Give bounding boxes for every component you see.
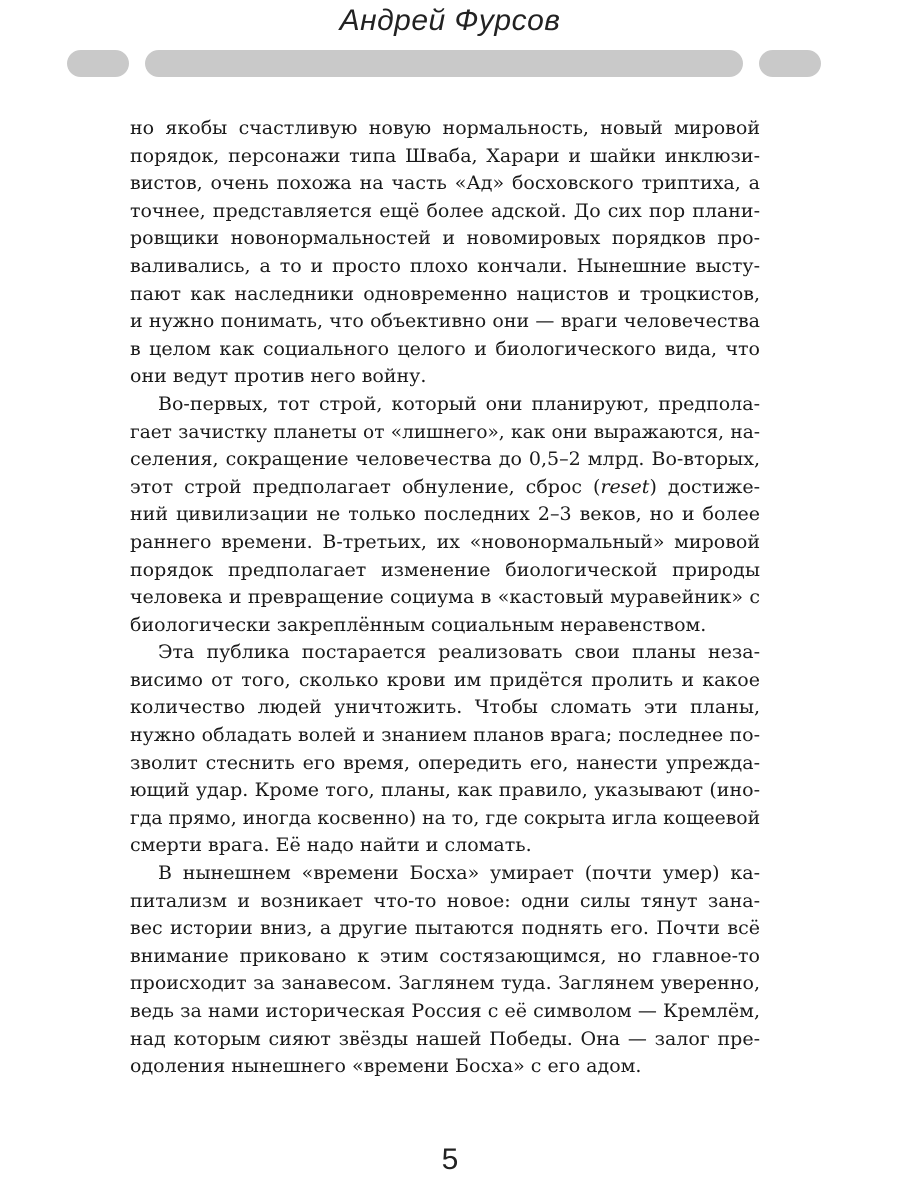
text-line: происходит за занавесом. Заглянем туда. Заглянем уверенно,	[130, 972, 760, 995]
text-fragment: этот строй предполагает обнуление, сброс (	[130, 475, 601, 498]
text-line: селения, сокращение человечества до 0,5–2 млрд. Во-вторых,	[130, 448, 760, 471]
text-line: точнее, представляется ещё более адской. До сих пор плани-	[130, 199, 760, 222]
header-decorative-bar-left	[67, 50, 129, 77]
text-line: раннего времени. В-третьих, их «новонормальный» мировой	[130, 530, 760, 553]
text-line: Во-первых, тот строй, который они планируют, предпола-	[158, 392, 760, 415]
text-line: вистов, очень похожа на часть «Ад» босховского триптиха, а	[130, 172, 760, 195]
paragraph-3	[130, 639, 760, 860]
paragraph-4	[130, 860, 760, 1081]
text-line: ющий удар. Кроме того, планы, как правило, указывают (ино-	[130, 779, 760, 802]
text-line: гает зачистку планеты от «лишнего», как они выражаются, на-	[130, 421, 760, 443]
text-line: в целом как социального целого и биологического вида, что	[130, 337, 760, 360]
text-line: биологически закреплённым социальным неравенством.	[130, 613, 707, 636]
text-line: человека и превращение социума в «кастовый муравейник» с	[130, 586, 760, 609]
header-decorative-bar-right	[759, 50, 821, 77]
text-line-with-italic	[130, 474, 760, 502]
text-line: внимание приковано к этим состязающимся, но главное-то	[130, 944, 760, 967]
text-line: количество людей уничтожить. Чтобы сломать эти планы,	[130, 696, 760, 719]
text-line: гда прямо, иногда косвенно) на то, где сокрыта игла кощеевой	[130, 807, 761, 829]
body-text	[130, 115, 760, 1081]
paragraph-2	[130, 391, 760, 639]
header-decorative-bar-center	[145, 50, 743, 77]
text-line: и нужно понимать, что объективно они — враги человечества	[130, 310, 760, 333]
text-line: порядок, персонажи типа Шваба, Харари и шайки инклюзи-	[130, 144, 760, 167]
text-line: ведь за нами историческая Россия с её символом — Кремлём,	[130, 1000, 760, 1022]
italic-term-reset: reset	[600, 475, 650, 498]
text-line: смерти врага. Её надо найти и сломать.	[130, 834, 532, 857]
text-fragment: ) достижe-	[649, 475, 760, 498]
text-line: валивались, а то и просто плохо кончали. Нынешние высту-	[130, 254, 760, 277]
paragraph-1	[130, 115, 760, 391]
text-line: висимо от того, сколько крови им придётся пролить и какое	[130, 668, 760, 691]
text-line: В нынешнем «времени Босха» умирает (почти умер) ка-	[158, 862, 760, 885]
text-line: над которым сияют звёзды нашей Победы. Она — залог пре-	[130, 1027, 760, 1050]
text-line: порядок предполагает изменение биологической природы	[130, 558, 760, 581]
text-line: пают как наследники одновременно нацистов и троцкистов,	[130, 282, 760, 305]
text-line: Эта публика постарается реализовать свои планы неза-	[158, 641, 760, 664]
text-line: вес истории вниз, а другие пытаются поднять его. Почти всё	[130, 917, 760, 940]
text-line: ний цивилизации не только последних 2–3 веков, но и более	[130, 503, 760, 526]
running-header-author: Андрей Фурсов	[339, 4, 561, 37]
text-line: ровщики новонормальностей и новомировых порядков про-	[130, 227, 760, 250]
text-line: питализм и возникает что-то новое: одни силы тянут зана-	[130, 889, 760, 912]
text-line: одоления нынешнего «времени Босха» с его адом.	[130, 1055, 642, 1078]
text-line: зволит стеснить его время, опередить его, нанести упрежда-	[130, 751, 760, 774]
text-line: но якобы счастливую новую нормальность, новый мировой	[130, 117, 760, 139]
text-line: нужно обладать волей и знанием планов врага; последнее по-	[130, 724, 760, 747]
text-line: они ведут против него войну.	[130, 365, 427, 388]
page-number: 5	[441, 1143, 459, 1176]
